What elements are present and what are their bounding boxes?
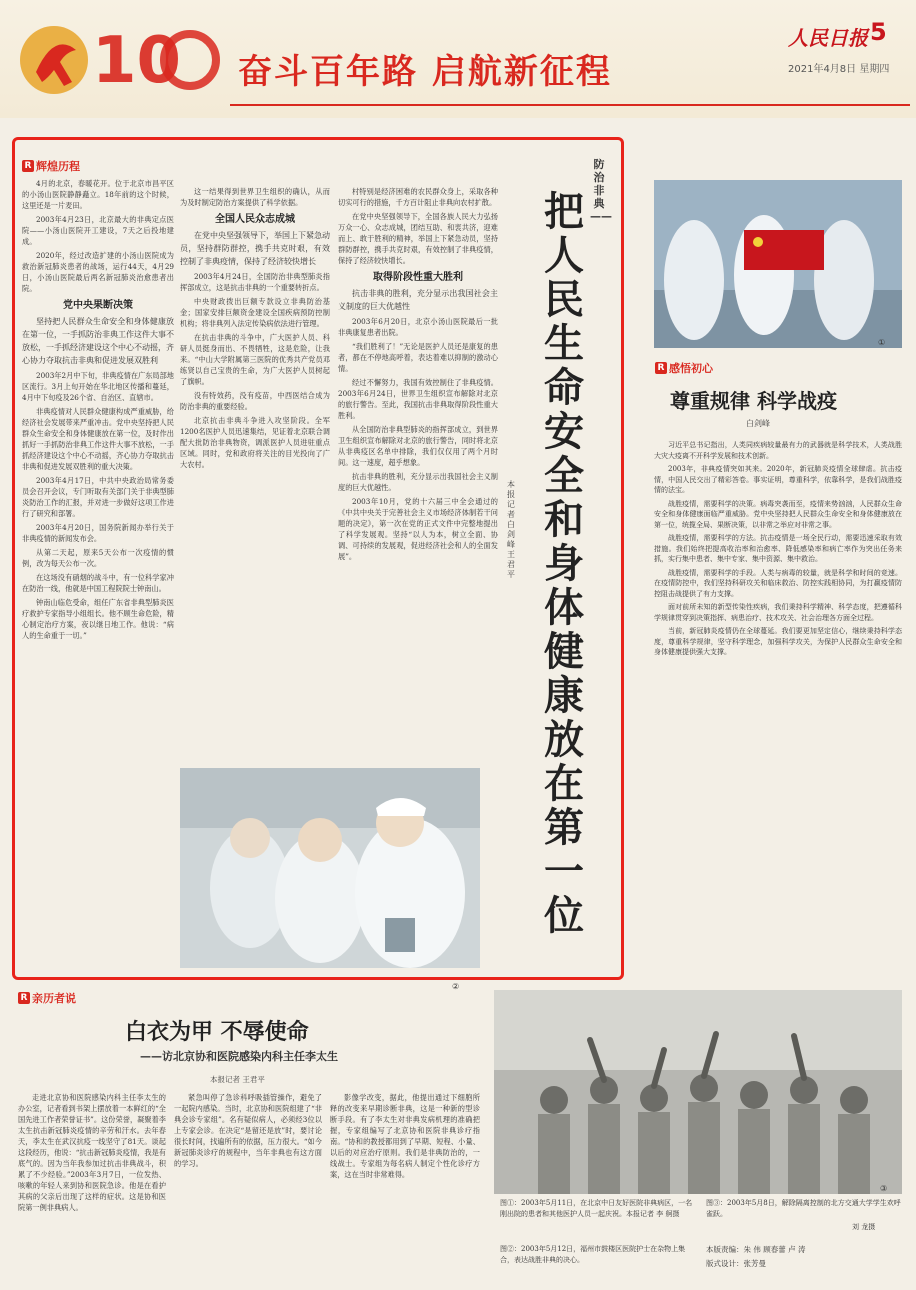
photo-nurses	[180, 768, 480, 968]
paragraph: 抗击非典的胜利，充分显示出我国社会主义制度的巨大优越性。	[338, 472, 498, 492]
paragraph: 走进北京协和医院感染内科主任李太生的办公室，记者看到书架上摆放着一本鲜红的“全国先进工作者荣誉证书”。这份荣誉，凝聚着李太生抗击新冠肺炎疫情的辛劳和汗水。去年春天，李太生在武汉抗疫一线坚守了81天。谈起这段经历，他说：“抗击新冠肺炎疫情，我是有底气的。因为当年我参加过抗击非典战斗，积累了不少经验。”2003年3月7日，一位发热、咳嗽的年轻人来到协和医院急诊。他是在看护其病的父亲后出现了这样的症状。这是协和医院第一例非典病人。	[18, 1093, 166, 1212]
witness-subtitle: ——访北京协和医院感染内科主任李太生	[140, 1050, 338, 1063]
subheading: 党中央果断决策	[63, 300, 133, 311]
paragraph: 2003年6月20日，北京小汤山医院最后一批非典康复患者出院。	[338, 317, 498, 337]
paragraph: 2003年4月17日，中共中央政治局常务委员会召开会议，专门听取有关部门关于非典型肺炎防治工作的汇报，并对进一步做好这项工作进行了研究和部署。	[22, 476, 174, 518]
paragraph: 钟南山临危受命，组任广东省非典型肺炎医疗救护专家指导小组组长。他不顾生命危险，精心制定治疗方案，夜以继日地工作。他说：“病人的生命重于一切。”	[22, 598, 174, 640]
masthead-slogan: 奋斗百年路 启航新征程	[238, 52, 612, 92]
page-designer: 版式设计：张芳曼	[706, 1259, 766, 1268]
paragraph: 2003年4月24日，全国防治非典型肺炎指挥部成立，这是抗击非典的一个重要转折点。	[180, 272, 330, 292]
paragraph: 在党中央坚强领导下，全国各族人民大力弘扬万众一心、众志成城，团结互助、和衷共济，迎难而上、敢于胜利的精神，举国上下紧急动员，坚持群防群控，携手共克时艰，有效控制了非典疫情，保持了经济较快增长。	[338, 212, 498, 265]
headline-kicker: 防治非典——	[590, 158, 612, 223]
paragraph: 从全国防治非典型肺炎的指挥部成立，到世界卫生组织宣布解除对北京的旅行警告，同时将北京从非典疫区名单中排除，我们仅仅用了两个月时间。这一速度，超乎想象。	[338, 425, 498, 467]
paragraph: 没有特效药，没有疫苗，中西医结合成为防治非典的重要经验。	[180, 391, 330, 411]
centenary-emblem-icon	[14, 12, 224, 108]
paragraph: 非典疫情对人民群众健康构成严重威胁，给经济社会发展带来严重冲击。党中央坚持把人民群众生命安全和身体健康放在第一位，及时作出抓好一手抓防治非典工作这件大事不放松，一手抓经济建设这个中心不动摇，齐心协力夺取抗击非典和促进发展双胜利的重大决策。	[22, 407, 174, 471]
paragraph: 4月的北京，春暖花开。位于北京市昌平区的小汤山医院静静矗立。18年前的这个时候，这里还是一片麦田。	[22, 179, 174, 210]
svg-text:10: 10	[92, 24, 182, 98]
feature-column-3	[338, 186, 498, 761]
subheading: 全国人民众志成城	[215, 214, 295, 225]
section-r-icon: R	[18, 992, 30, 1004]
witness-column-3	[330, 1092, 480, 1282]
lead-paragraph: 抗击非典的胜利，充分显示出我国社会主义制度的巨大优越性	[338, 289, 498, 311]
section-r-icon: R	[655, 362, 667, 374]
masthead	[0, 0, 916, 118]
lead-paragraph: 坚持把人民群众生命安全和身体健康放在第一位，一手抓防治非典工作这件大事不放松，一手抓经济建设这个中心不动摇，齐心协力夺取抗击非典和促进发展双胜利	[22, 317, 174, 365]
section-tag-witness: R 亲历者说	[18, 990, 76, 1006]
photo-number-1: ①	[878, 338, 886, 347]
witness-column-2	[174, 1092, 322, 1282]
paragraph: 北京抗击非典斗争进入攻坚阶段。全军1200名医护人员迅速集结，见证着北京联合调配大批防治非典物资，调派医护人员进驻重点区域。同时，党和政府将关注的目光投向了广大农村。	[180, 416, 330, 469]
paragraph: 2003年4月20日，国务院新闻办举行关于非典疫情的新闻发布会。	[22, 523, 174, 543]
section-r-icon: R	[22, 160, 34, 172]
paragraph: 2003年4月23日，北京最大的非典定点医院——小汤山医院开工建设，7天之后投地建成。	[22, 215, 174, 246]
lead-paragraph: 在党中央坚强领导下，举国上下紧急动员，坚持群防群控，携手共克时艰，有效控制了非典疫情，保持了经济较快增长	[180, 231, 330, 266]
paragraph: 战胜疫情，需要科学的方法。抗击疫情是一场全民行动，需要迅速采取有效措施。我们始终把提高收治率和治愈率、降低感染率和病亡率作为突出任务来抓，实行集中患者、集中专家、集中资源、集中救治。	[654, 534, 902, 563]
issue-date: 2021年4月8日 星期四	[788, 64, 890, 75]
caption-1: 图①：2003年5月11日，在北京中日友好医院非典病区，一名刚出院的患者和其他医护人员一起庆祝。本报记者 李 舸摄	[500, 1199, 693, 1218]
reflection-title: 尊重规律 科学战疫	[670, 389, 837, 413]
photo-number-3: ③	[880, 1184, 888, 1193]
caption-2: 图②：2003年5月12日，福州市鼓楼区医院护士在杂物上集合，表达战胜非典的决心。	[500, 1245, 686, 1264]
caption-3: 图③：2003年5月8日，解除隔离控制的北方交通大学学生欢呼雀跃。	[706, 1199, 901, 1218]
witness-column-1	[18, 1092, 166, 1282]
nurses-photo-icon	[180, 768, 480, 968]
witness-title: 白衣为甲 不辱使命	[125, 1020, 309, 1045]
paragraph: 习近平总书记指出，人类同疾病较量最有力的武器就是科学技术，人类战胜大灾大疫离不开科学发展和技术创新。	[654, 441, 902, 460]
page-editors: 本版责编：朱 伟 顾春蕾 卢 涛	[706, 1245, 806, 1254]
lab-photo-icon	[654, 180, 902, 348]
paragraph: 影像学改变，据此，他提出通过下细胞所释的改变来早期诊断非典，这是一种新的型诊断手段。有了李太生对非典发病机理的准确把握，专家组编写了北京协和医院非典诊疗指南。“协和的教授都用到了早期、短程、小量、以后的对应治疗原则。我们是非典防治的，一线战士。专家组为每名病人制定个性化诊疗方案，这在当时非常难得。	[330, 1093, 480, 1179]
paragraph: 当前，新冠肺炎疫情仍在全球蔓延。我们要更加坚定信心，继续秉持科学态度，尊重科学规律，坚守科学理念，加强科学攻关，为保护人民群众生命安全和身体健康提供强大支撑。	[654, 627, 902, 656]
witness-author: 本报记者 王君平	[210, 1075, 265, 1084]
section-tag-reflection: R 感悟初心	[655, 360, 713, 376]
paragraph: 2020年，经过改造扩建的小汤山医院成为救治新冠肺炎患者的战场，运行44天，4月29日，小汤山医院最后两名新冠肺炎治愈患者出院。	[22, 251, 174, 293]
photo-number-2: ②	[452, 982, 460, 991]
paragraph: 2003年10月，党的十六届三中全会通过的《中共中央关于完善社会主义市场经济体制若干问题的决定》，第一次在党的正式文件中完整地提出了科学发展观。坚持“以人为本，树立全面、协调、可持续的发展观，促进经济社会和人的全面发展”。	[338, 497, 498, 561]
headline-title: 把人民生命安全和身体健康放在第一位	[544, 189, 584, 939]
reflection-author: 白剑峰	[746, 419, 770, 428]
feature-column-1	[22, 160, 174, 900]
paragraph: 这一结果得到世界卫生组织的确认，从而为及时制定防治方案提供了科学依据。	[180, 187, 330, 207]
paragraph: 村特别是经济困难的农民群众身上，采取各种切实可行的措施，千方百计阻止非典向农村扩散。	[338, 187, 498, 207]
paragraph: 战胜疫情，需要科学的决策。病毒突袭而至，疫情来势汹汹，人民群众生命安全和身体健康面临严重威胁。党中央坚持把人民群众生命安全和身体健康放在第一位，统揽全局、果断决策，以非常之举应对非常之事。	[654, 499, 902, 529]
crowd-photo-icon	[494, 990, 902, 1194]
caption-3-credit: 刘 龙摄	[852, 1223, 876, 1231]
paragraph: 2003年，非典疫情突如其来。2020年，新冠肺炎疫情全球肆虐。抗击疫情，中国人民交出了精彩答卷。事实证明，尊重科学，依靠科学，是我们战胜疫情的法宝。	[654, 465, 902, 494]
headline-byline: 本报记者 白剑峰 王君平	[507, 480, 515, 579]
photo-lab-workers	[654, 180, 902, 348]
paragraph: 从第二天起，原来5天公布一次疫情的惯例，改为每天公布一次。	[22, 548, 174, 568]
feature-column-2	[180, 186, 330, 761]
paragraph: 在抗击非典的斗争中，广大医护人员、科研人员挺身而出、不畏牺牲，这是危险，让我来。“中山大学附属第三医院的优秀共产党员邓练贤以自己宝贵的生命，为广大医护人员树起了旗帜。	[180, 333, 330, 386]
paragraph: 2003年2月中下旬，非典疫情在广东局部地区流行。3月上旬开始在华北地区传播和蔓延，4月中下旬疫及26个省、自治区、直辖市。	[22, 371, 174, 402]
subheading: 取得阶段性重大胜利	[373, 272, 463, 283]
paragraph: 紧急叫停了急诊科呼吸插管操作，避免了一起院内感染。当时，北京协和医院组建了“非典会诊专家组”。名有疑似病人，必须经3位以上专家会诊。在决定“是留还是放”时，要讨论很长时间，找遍所有的依据，压力很大。“如今新冠肺炎诊疗的规程中，当年非典也有这方面的学习。	[174, 1093, 322, 1168]
page-number: 5	[870, 18, 887, 46]
paragraph: 在这场没有硝烟的战斗中，有一位科学家冲在防治一线，他就是中国工程院院士钟南山。	[22, 573, 174, 593]
masthead-rule	[230, 104, 910, 106]
section-tag-history: R 辉煌历程	[22, 160, 80, 172]
paragraph: 中央财政拨出巨额专款设立非典防治基金；国家安排巨额资金建设全国疾病预防控制机构；将非典列入法定传染病依法进行管理。	[180, 297, 330, 328]
photo-celebrating-crowd	[494, 990, 902, 1194]
paragraph: “我们胜利了！”无论是医护人员还是康复的患者，都在不停地高呼着，表达着难以抑制的激动心情。	[338, 342, 498, 373]
paragraph: 战胜疫情，需要科学的手段。人类与病毒的较量，就是科学和时间的竞速。在疫情防控中，我们坚持科研攻关和临床救治、防控实践相协同，为打赢疫情防控阻击战提供了有力支撑。	[654, 568, 902, 598]
paragraph: 面对前所未知的新型传染性疾病，我们秉持科学精神、科学态度，把遵循科学规律贯穿到决策指挥、病患治疗、技术攻关、社会治理各方面全过程。	[654, 603, 902, 622]
reflection-body	[654, 440, 902, 780]
paper-name-logo: 人民日报	[788, 26, 868, 50]
paragraph: 经过不懈努力，我国有效控制住了非典疫情。2003年6月24日，世界卫生组织宣布解除对北京的旅行警告。至此，我国抗击非典取得阶段性重大胜利。	[338, 378, 498, 420]
